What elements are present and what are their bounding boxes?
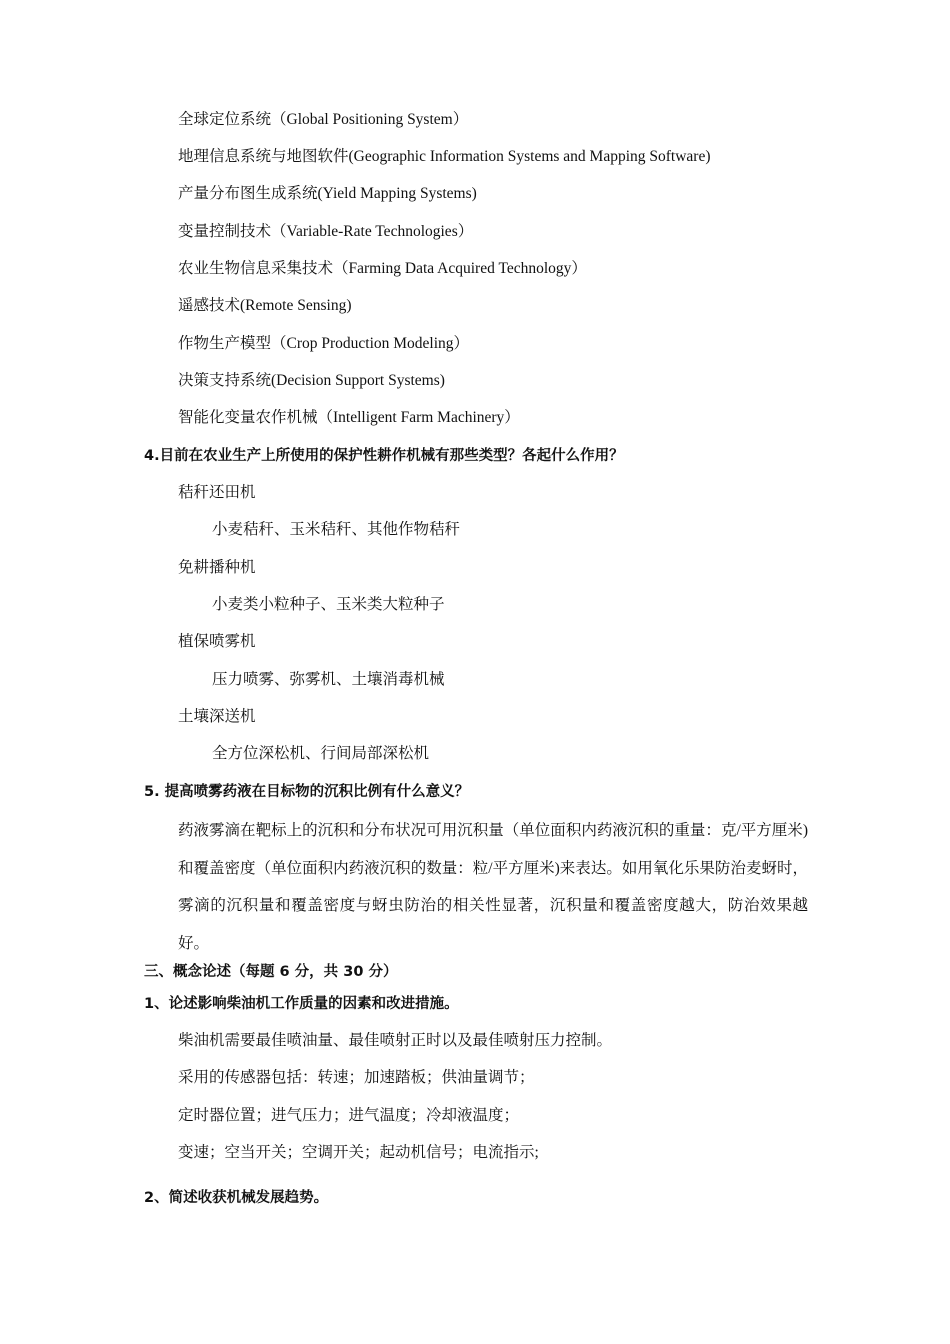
q4-type-name: 土壤深送机 xyxy=(178,708,256,725)
q4-type-detail: 压力喷雾、弥雾机、土壤消毒机械 xyxy=(212,671,445,688)
section3-heading: 三、概念论述（每题 6 分，共 30 分） xyxy=(144,964,398,980)
q4-type-name: 植保喷雾机 xyxy=(178,633,256,650)
q4-type-name: 秸秆还田机 xyxy=(178,484,256,501)
s3-q2-heading: 2、简述收获机械发展趋势。 xyxy=(144,1190,329,1206)
q4-type-detail: 全方位深松机、行间局部深松机 xyxy=(212,745,430,762)
s3-q1-line: 变速；空当开关；空调开关；起动机信号；电流指示; xyxy=(178,1144,539,1161)
q5-answer: 药液雾滴在靶标上的沉积和分布状况可用沉积量（单位面积内药液沉积的重量：克/平方厘米)和覆盖密度（单位面积内药液沉积的数量：粒/平方厘米)来表达。如用氧化乐果防治麦蚜时，雾滴的沉积量和覆盖密度与蚜虫防治的相关性显著，沉积量和覆盖密度越大，防治效果越好。 xyxy=(178,822,808,952)
tech-item-variable-rate: 变量控制技术（Variable-Rate Technologies） xyxy=(178,223,474,240)
s3-q1-heading: 1、论述影响柴油机工作质量的因素和改进措施。 xyxy=(144,996,459,1012)
tech-item-decision-support: 决策支持系统(Decision Support Systems) xyxy=(178,372,445,389)
q4-heading: 4.目前在农业生产上所使用的保护性耕作机械有那些类型？各起什么作用？ xyxy=(144,448,624,464)
tech-item-remote-sensing: 遥感技术(Remote Sensing) xyxy=(178,297,352,314)
q4-type-detail: 小麦类小粒种子、玉米类大粒种子 xyxy=(212,596,445,613)
tech-item-farming-data: 农业生物信息采集技术（Farming Data Acquired Technology） xyxy=(178,260,587,277)
q4-type-detail: 小麦秸秆、玉米秸秆、其他作物秸秆 xyxy=(212,521,461,538)
tech-item-intelligent-machinery: 智能化变量农作机械（Intelligent Farm Machinery） xyxy=(178,409,520,426)
s3-q1-line: 定时器位置；进气压力；进气温度；冷却液温度； xyxy=(178,1107,520,1124)
q5-heading: 5. 提高喷雾药液在目标物的沉积比例有什么意义？ xyxy=(144,784,470,800)
tech-item-gps: 全球定位系统（Global Positioning System） xyxy=(178,111,469,128)
s3-q1-line: 柴油机需要最佳喷油量、最佳喷射正时以及最佳喷射压力控制。 xyxy=(178,1032,613,1049)
q4-type-name: 免耕播种机 xyxy=(178,559,256,576)
tech-item-crop-modeling: 作物生产模型（Crop Production Modeling） xyxy=(178,335,470,352)
tech-item-yield-mapping: 产量分布图生成系统(Yield Mapping Systems) xyxy=(178,185,477,202)
s3-q1-line: 采用的传感器包括：转速；加速踏板；供油量调节； xyxy=(178,1069,535,1086)
tech-item-gis: 地理信息系统与地图软件(Geographic Information Systems and Mapping Software) xyxy=(178,148,711,165)
